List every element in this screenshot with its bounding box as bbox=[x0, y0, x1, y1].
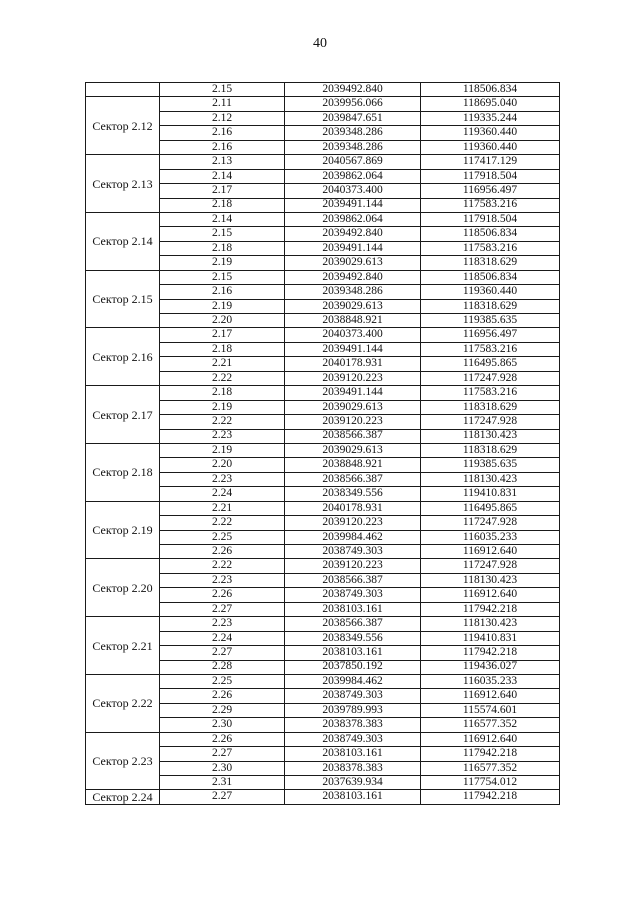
y-coordinate-cell: 118506.834 bbox=[421, 270, 560, 284]
y-coordinate-cell: 117918.504 bbox=[421, 212, 560, 226]
y-coordinate-cell: 116495.865 bbox=[421, 501, 560, 515]
table-row bbox=[86, 270, 560, 284]
x-coordinate-cell: 2039348.286 bbox=[285, 126, 421, 140]
table-row bbox=[86, 386, 560, 400]
sector-name bbox=[86, 83, 160, 97]
sector-name: Сектор 2.17 bbox=[86, 386, 160, 444]
y-coordinate-cell: 116035.233 bbox=[421, 530, 560, 544]
x-coordinate-cell: 2038566.387 bbox=[285, 617, 421, 631]
y-coordinate-cell: 118506.834 bbox=[421, 83, 560, 97]
point-cell: 2.26 bbox=[160, 545, 285, 559]
point-cell: 2.14 bbox=[160, 169, 285, 183]
x-coordinate-cell: 2038378.383 bbox=[285, 761, 421, 775]
y-coordinate-cell: 116495.865 bbox=[421, 357, 560, 371]
point-cell: 2.17 bbox=[160, 184, 285, 198]
coordinates-table bbox=[85, 82, 560, 805]
point-cell: 2.23 bbox=[160, 617, 285, 631]
point-cell: 2.19 bbox=[160, 299, 285, 313]
page-number: 40 bbox=[313, 36, 327, 51]
y-coordinate-cell: 117583.216 bbox=[421, 386, 560, 400]
point-cell: 2.16 bbox=[160, 126, 285, 140]
x-coordinate-cell: 2039029.613 bbox=[285, 400, 421, 414]
y-coordinate-cell: 118318.629 bbox=[421, 400, 560, 414]
y-coordinate-cell: 117417.129 bbox=[421, 155, 560, 169]
y-coordinate-cell: 118695.040 bbox=[421, 97, 560, 111]
table-row bbox=[86, 790, 560, 804]
point-cell: 2.12 bbox=[160, 111, 285, 125]
y-coordinate-cell: 118130.423 bbox=[421, 617, 560, 631]
y-coordinate-cell: 119436.027 bbox=[421, 660, 560, 674]
y-coordinate-cell: 117247.928 bbox=[421, 371, 560, 385]
x-coordinate-cell: 2039491.144 bbox=[285, 198, 421, 212]
x-coordinate-cell: 2039120.223 bbox=[285, 371, 421, 385]
point-cell: 2.19 bbox=[160, 256, 285, 270]
x-coordinate-cell: 2039492.840 bbox=[285, 83, 421, 97]
point-cell: 2.27 bbox=[160, 747, 285, 761]
sector-name: Сектор 2.21 bbox=[86, 617, 160, 675]
y-coordinate-cell: 117942.218 bbox=[421, 790, 560, 804]
point-cell: 2.17 bbox=[160, 328, 285, 342]
point-cell: 2.11 bbox=[160, 97, 285, 111]
sector-name: Сектор 2.24 bbox=[86, 790, 160, 804]
x-coordinate-cell: 2039120.223 bbox=[285, 516, 421, 530]
point-cell: 2.14 bbox=[160, 212, 285, 226]
point-cell: 2.19 bbox=[160, 443, 285, 457]
x-coordinate-cell: 2039348.286 bbox=[285, 285, 421, 299]
y-coordinate-cell: 119335.244 bbox=[421, 111, 560, 125]
x-coordinate-cell: 2038749.303 bbox=[285, 588, 421, 602]
sector-name: Сектор 2.12 bbox=[86, 97, 160, 155]
y-coordinate-cell: 118318.629 bbox=[421, 299, 560, 313]
sector-name: Сектор 2.23 bbox=[86, 732, 160, 790]
x-coordinate-cell: 2039491.144 bbox=[285, 342, 421, 356]
y-coordinate-cell: 119410.831 bbox=[421, 631, 560, 645]
x-coordinate-cell: 2038103.161 bbox=[285, 790, 421, 804]
y-coordinate-cell: 118130.423 bbox=[421, 429, 560, 443]
point-cell: 2.18 bbox=[160, 342, 285, 356]
sector-name: Сектор 2.13 bbox=[86, 155, 160, 213]
table-row bbox=[86, 617, 560, 631]
point-cell: 2.31 bbox=[160, 776, 285, 790]
sector-name: Сектор 2.20 bbox=[86, 559, 160, 617]
sector-name: Сектор 2.22 bbox=[86, 674, 160, 732]
table-row bbox=[86, 83, 560, 97]
point-cell: 2.20 bbox=[160, 458, 285, 472]
point-cell: 2.22 bbox=[160, 559, 285, 573]
point-cell: 2.22 bbox=[160, 516, 285, 530]
point-cell: 2.18 bbox=[160, 241, 285, 255]
point-cell: 2.23 bbox=[160, 573, 285, 587]
x-coordinate-cell: 2038103.161 bbox=[285, 602, 421, 616]
table-row bbox=[86, 501, 560, 515]
point-cell: 2.24 bbox=[160, 631, 285, 645]
y-coordinate-cell: 119385.635 bbox=[421, 314, 560, 328]
point-cell: 2.25 bbox=[160, 530, 285, 544]
point-cell: 2.25 bbox=[160, 674, 285, 688]
x-coordinate-cell: 2040373.400 bbox=[285, 184, 421, 198]
y-coordinate-cell: 119360.440 bbox=[421, 126, 560, 140]
y-coordinate-cell: 117583.216 bbox=[421, 342, 560, 356]
point-cell: 2.24 bbox=[160, 487, 285, 501]
point-cell: 2.18 bbox=[160, 386, 285, 400]
point-cell: 2.18 bbox=[160, 198, 285, 212]
x-coordinate-cell: 2038349.556 bbox=[285, 487, 421, 501]
point-cell: 2.16 bbox=[160, 285, 285, 299]
x-coordinate-cell: 2038349.556 bbox=[285, 631, 421, 645]
sector-name: Сектор 2.14 bbox=[86, 212, 160, 270]
y-coordinate-cell: 116912.640 bbox=[421, 545, 560, 559]
point-cell: 2.22 bbox=[160, 371, 285, 385]
y-coordinate-cell: 117247.928 bbox=[421, 516, 560, 530]
y-coordinate-cell: 117942.218 bbox=[421, 646, 560, 660]
y-coordinate-cell: 119360.440 bbox=[421, 285, 560, 299]
y-coordinate-cell: 117918.504 bbox=[421, 169, 560, 183]
y-coordinate-cell: 117942.218 bbox=[421, 602, 560, 616]
x-coordinate-cell: 2038103.161 bbox=[285, 747, 421, 761]
x-coordinate-cell: 2039984.462 bbox=[285, 674, 421, 688]
x-coordinate-cell: 2039862.064 bbox=[285, 169, 421, 183]
table-row bbox=[86, 328, 560, 342]
x-coordinate-cell: 2040178.931 bbox=[285, 501, 421, 515]
point-cell: 2.27 bbox=[160, 790, 285, 804]
point-cell: 2.19 bbox=[160, 400, 285, 414]
y-coordinate-cell: 116035.233 bbox=[421, 674, 560, 688]
table-row bbox=[86, 732, 560, 746]
table-row bbox=[86, 212, 560, 226]
x-coordinate-cell: 2039956.066 bbox=[285, 97, 421, 111]
x-coordinate-cell: 2040178.931 bbox=[285, 357, 421, 371]
y-coordinate-cell: 116956.497 bbox=[421, 184, 560, 198]
x-coordinate-cell: 2038749.303 bbox=[285, 689, 421, 703]
x-coordinate-cell: 2039029.613 bbox=[285, 256, 421, 270]
sector-name: Сектор 2.18 bbox=[86, 443, 160, 501]
y-coordinate-cell: 116912.640 bbox=[421, 732, 560, 746]
point-cell: 2.23 bbox=[160, 429, 285, 443]
x-coordinate-cell: 2039348.286 bbox=[285, 140, 421, 154]
y-coordinate-cell: 118318.629 bbox=[421, 256, 560, 270]
x-coordinate-cell: 2040373.400 bbox=[285, 328, 421, 342]
x-coordinate-cell: 2039862.064 bbox=[285, 212, 421, 226]
y-coordinate-cell: 119385.635 bbox=[421, 458, 560, 472]
y-coordinate-cell: 116577.352 bbox=[421, 761, 560, 775]
point-cell: 2.27 bbox=[160, 646, 285, 660]
table-row bbox=[86, 443, 560, 457]
x-coordinate-cell: 2039492.840 bbox=[285, 227, 421, 241]
coordinates-table-body bbox=[86, 83, 560, 805]
x-coordinate-cell: 2038566.387 bbox=[285, 472, 421, 486]
y-coordinate-cell: 118130.423 bbox=[421, 573, 560, 587]
point-cell: 2.15 bbox=[160, 83, 285, 97]
x-coordinate-cell: 2039120.223 bbox=[285, 559, 421, 573]
point-cell: 2.21 bbox=[160, 501, 285, 515]
y-coordinate-cell: 116577.352 bbox=[421, 718, 560, 732]
x-coordinate-cell: 2037850.192 bbox=[285, 660, 421, 674]
y-coordinate-cell: 115574.601 bbox=[421, 703, 560, 717]
sector-name: Сектор 2.15 bbox=[86, 270, 160, 328]
x-coordinate-cell: 2038566.387 bbox=[285, 429, 421, 443]
y-coordinate-cell: 118130.423 bbox=[421, 472, 560, 486]
y-coordinate-cell: 118506.834 bbox=[421, 227, 560, 241]
x-coordinate-cell: 2038749.303 bbox=[285, 545, 421, 559]
table-row bbox=[86, 674, 560, 688]
table-row bbox=[86, 559, 560, 573]
y-coordinate-cell: 118318.629 bbox=[421, 443, 560, 457]
x-coordinate-cell: 2038848.921 bbox=[285, 314, 421, 328]
x-coordinate-cell: 2039491.144 bbox=[285, 386, 421, 400]
y-coordinate-cell: 117247.928 bbox=[421, 559, 560, 573]
point-cell: 2.23 bbox=[160, 472, 285, 486]
point-cell: 2.13 bbox=[160, 155, 285, 169]
point-cell: 2.26 bbox=[160, 732, 285, 746]
y-coordinate-cell: 117583.216 bbox=[421, 198, 560, 212]
x-coordinate-cell: 2039492.840 bbox=[285, 270, 421, 284]
y-coordinate-cell: 119410.831 bbox=[421, 487, 560, 501]
y-coordinate-cell: 116912.640 bbox=[421, 689, 560, 703]
y-coordinate-cell: 117754.012 bbox=[421, 776, 560, 790]
sector-name: Сектор 2.19 bbox=[86, 501, 160, 559]
x-coordinate-cell: 2040567.869 bbox=[285, 155, 421, 169]
x-coordinate-cell: 2039789.993 bbox=[285, 703, 421, 717]
x-coordinate-cell: 2038566.387 bbox=[285, 573, 421, 587]
point-cell: 2.30 bbox=[160, 718, 285, 732]
point-cell: 2.28 bbox=[160, 660, 285, 674]
x-coordinate-cell: 2039984.462 bbox=[285, 530, 421, 544]
point-cell: 2.20 bbox=[160, 314, 285, 328]
x-coordinate-cell: 2039029.613 bbox=[285, 299, 421, 313]
point-cell: 2.15 bbox=[160, 270, 285, 284]
x-coordinate-cell: 2039029.613 bbox=[285, 443, 421, 457]
y-coordinate-cell: 116956.497 bbox=[421, 328, 560, 342]
x-coordinate-cell: 2039847.651 bbox=[285, 111, 421, 125]
x-coordinate-cell: 2038848.921 bbox=[285, 458, 421, 472]
table-row bbox=[86, 97, 560, 111]
y-coordinate-cell: 117247.928 bbox=[421, 415, 560, 429]
y-coordinate-cell: 117942.218 bbox=[421, 747, 560, 761]
x-coordinate-cell: 2038749.303 bbox=[285, 732, 421, 746]
point-cell: 2.22 bbox=[160, 415, 285, 429]
x-coordinate-cell: 2038378.383 bbox=[285, 718, 421, 732]
y-coordinate-cell: 116912.640 bbox=[421, 588, 560, 602]
point-cell: 2.26 bbox=[160, 588, 285, 602]
sector-name: Сектор 2.16 bbox=[86, 328, 160, 386]
x-coordinate-cell: 2039491.144 bbox=[285, 241, 421, 255]
point-cell: 2.21 bbox=[160, 357, 285, 371]
point-cell: 2.26 bbox=[160, 689, 285, 703]
point-cell: 2.29 bbox=[160, 703, 285, 717]
point-cell: 2.16 bbox=[160, 140, 285, 154]
point-cell: 2.27 bbox=[160, 602, 285, 616]
table-row bbox=[86, 155, 560, 169]
y-coordinate-cell: 117583.216 bbox=[421, 241, 560, 255]
x-coordinate-cell: 2037639.934 bbox=[285, 776, 421, 790]
y-coordinate-cell: 119360.440 bbox=[421, 140, 560, 154]
x-coordinate-cell: 2038103.161 bbox=[285, 646, 421, 660]
point-cell: 2.15 bbox=[160, 227, 285, 241]
point-cell: 2.30 bbox=[160, 761, 285, 775]
x-coordinate-cell: 2039120.223 bbox=[285, 415, 421, 429]
